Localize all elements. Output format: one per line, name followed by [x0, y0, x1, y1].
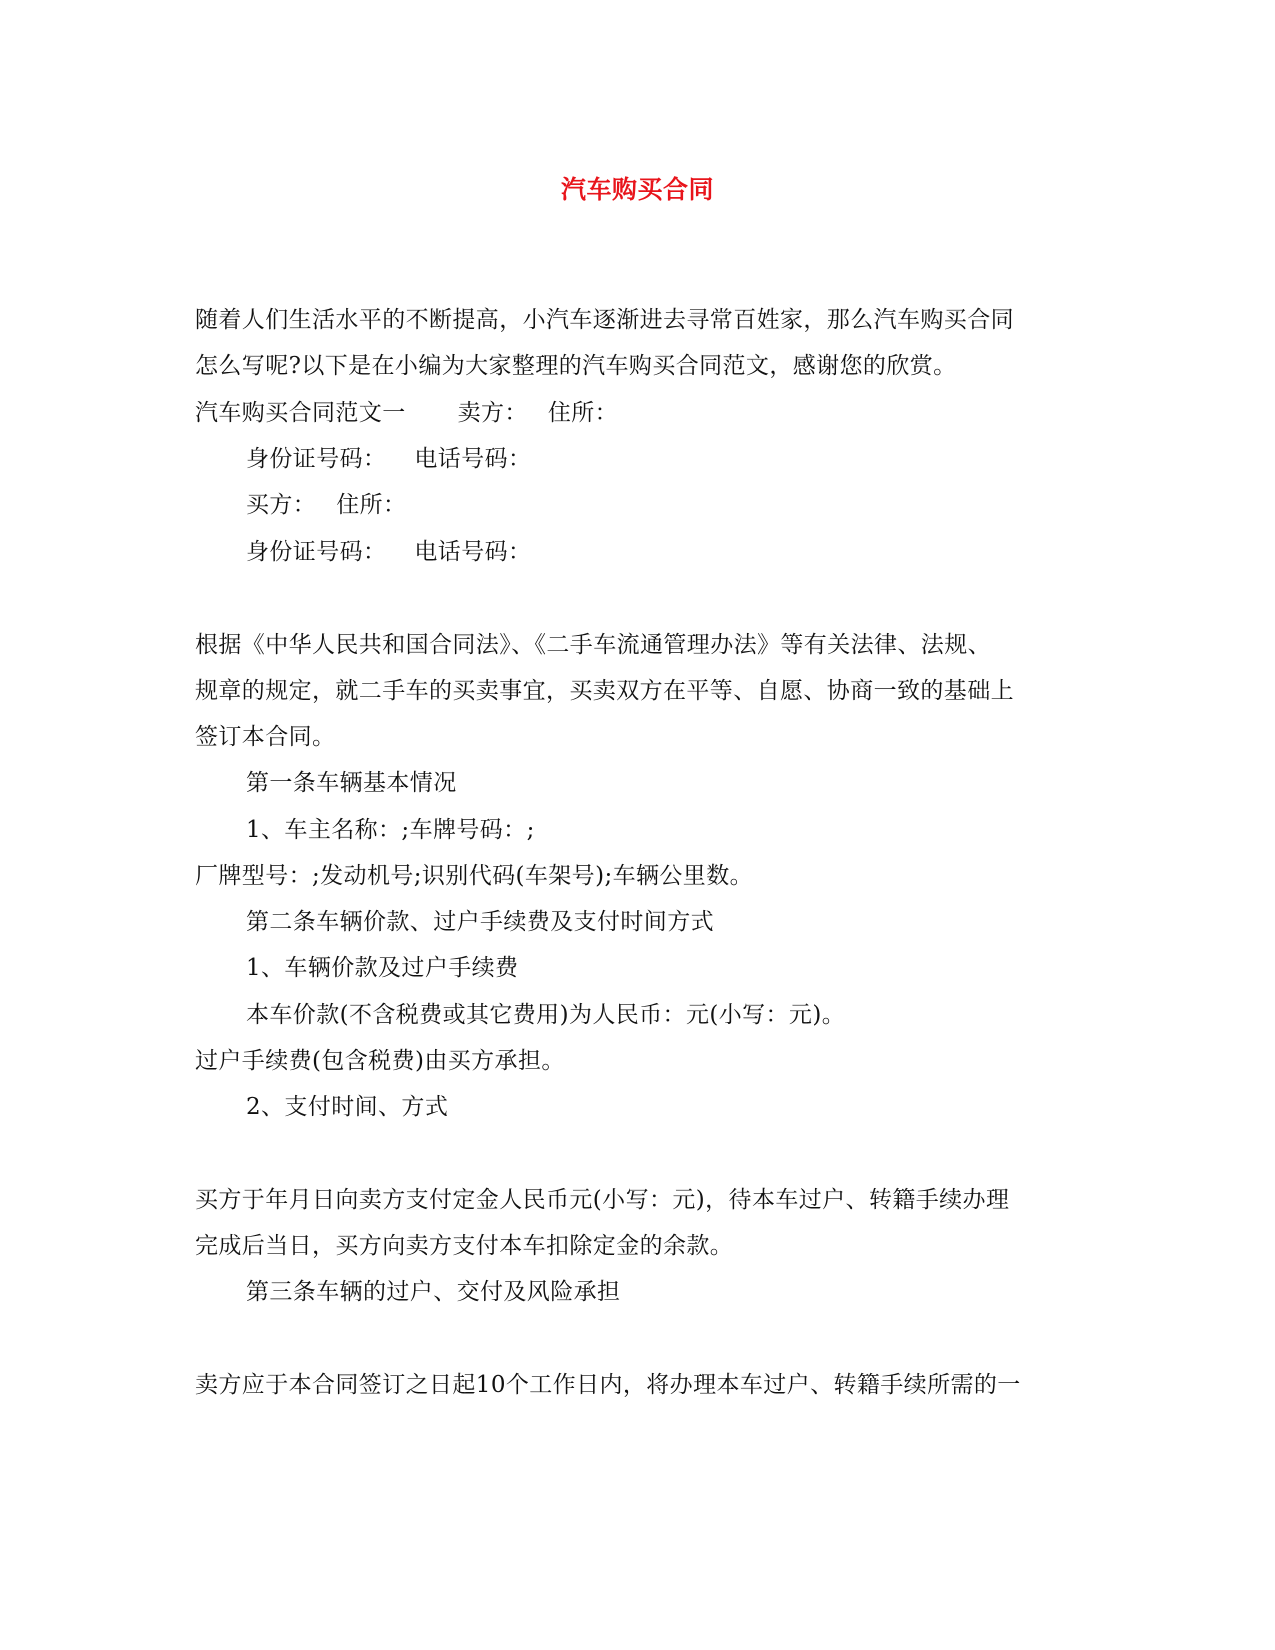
- buyer-id-row: [246, 537, 1076, 567]
- seller-phone-label: 电话号码：: [414, 446, 532, 472]
- article-2-item-2: 2、支付时间、方式: [246, 1094, 449, 1120]
- basis-paragraph-line-3: 签订本合同。: [195, 724, 336, 750]
- buyer-label: 买方：: [246, 492, 317, 518]
- article-2-fee-clause: 过户手续费(包含税费)由买方承担。: [195, 1048, 565, 1074]
- intro-paragraph-line-1: 随着人们生活水平的不断提高，小汽车逐渐进去寻常百姓家，那么汽车购买合同: [195, 307, 1014, 333]
- sample-heading: 汽车购买合同范文一: [195, 400, 406, 426]
- sample-heading-row: [195, 398, 1075, 428]
- buyer-id-label: 身份证号码：: [246, 539, 387, 565]
- seller-id-row: [246, 444, 1076, 474]
- basis-paragraph-line-2: 规章的规定，就二手车的买卖事宜，买卖双方在平等、自愿、协商一致的基础上: [195, 678, 1014, 704]
- article-1-item-1-continued: 厂牌型号：;发动机号;识别代码(车架号);车辆公里数。: [195, 863, 753, 889]
- article-3-paragraph-line-1: 卖方应于本合同签订之日起10个工作日内，将办理本车过户、转籍手续所需的一: [195, 1372, 1021, 1398]
- article-3-heading: 第三条车辆的过户、交付及风险承担: [246, 1279, 621, 1305]
- article-2-price-clause: 本车价款(不含税费或其它费用)为人民币：元(小写：元)。: [246, 1002, 846, 1028]
- article-2-heading: 第二条车辆价款、过户手续费及支付时间方式: [246, 909, 714, 935]
- seller-label: 卖方：: [457, 400, 528, 426]
- intro-paragraph-line-2: 怎么写呢?以下是在小编为大家整理的汽车购买合同范文，感谢您的欣赏。: [195, 353, 957, 379]
- article-1-heading: 第一条车辆基本情况: [246, 770, 457, 796]
- payment-paragraph-line-2: 完成后当日，买方向卖方支付本车扣除定金的余款。: [195, 1233, 734, 1259]
- payment-paragraph-line-1: 买方于年月日向卖方支付定金人民币元(小写：元)，待本车过户、转籍手续办理: [195, 1187, 1010, 1213]
- article-1-item-1: 1、车主名称：;车牌号码：;: [246, 817, 535, 843]
- seller-id-label: 身份证号码：: [246, 446, 387, 472]
- seller-address-label: 住所：: [547, 400, 619, 426]
- document-title: 汽车购买合同: [560, 175, 714, 204]
- article-2-item-1: 1、车辆价款及过户手续费: [246, 955, 519, 981]
- buyer-phone-label: 电话号码：: [414, 539, 532, 565]
- basis-paragraph-line-1: 根据《中华人民共和国合同法》、《二手车流通管理办法》等有关法律、法规、: [195, 632, 991, 658]
- buyer-address-label: 住所：: [336, 492, 407, 518]
- buyer-row: [246, 490, 1076, 520]
